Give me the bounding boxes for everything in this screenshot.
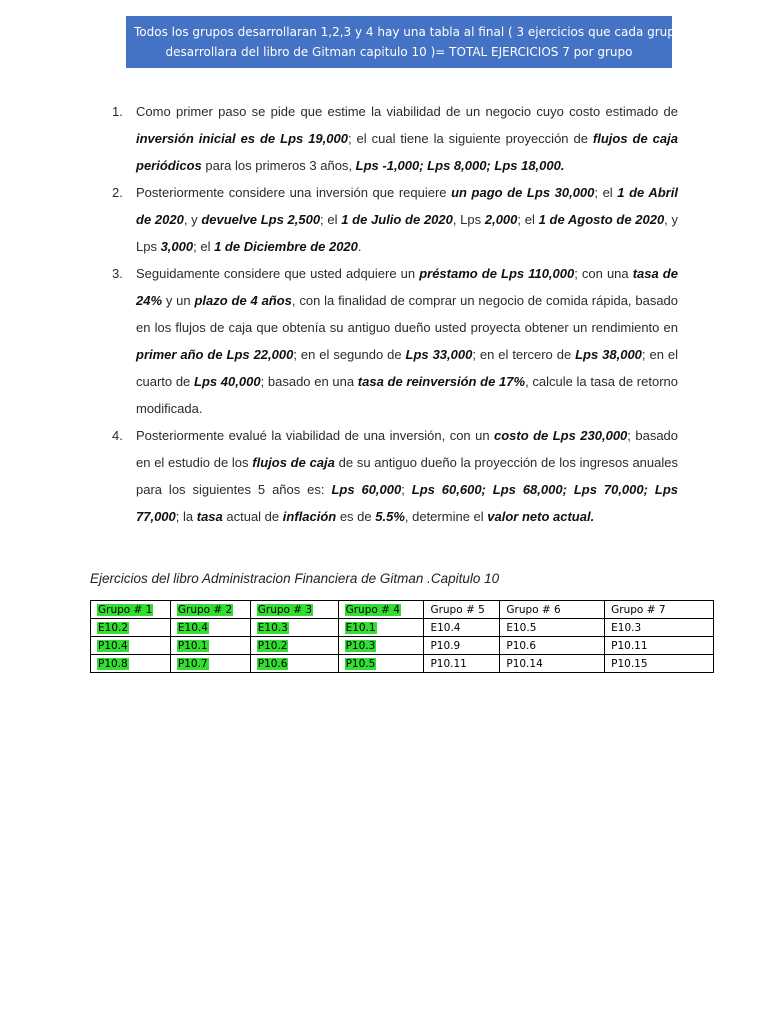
body-text: ; el <box>594 185 618 200</box>
body-text: ; el cual tiene la siguiente proyección de <box>347 131 593 146</box>
emphasis-text: Lps 38,000 <box>575 347 642 362</box>
body-text: Seguidamente considere que usted adquiere un <box>136 266 420 281</box>
table-cell <box>91 601 171 619</box>
cell-text: E10.1 <box>345 621 376 634</box>
emphasis-text: Lps 60,000 <box>331 482 402 497</box>
exercise-item <box>112 98 678 179</box>
exercise-number: 1. <box>112 104 123 119</box>
table-row <box>91 655 714 673</box>
cell-text: P10.2 <box>257 639 288 652</box>
cell-text: P10.3 <box>345 639 376 652</box>
table-header-row <box>91 601 714 619</box>
body-text: ; con una <box>574 266 633 281</box>
emphasis-text: primer año de Lps 22,000 <box>136 347 294 362</box>
emphasis-text: un pago de Lps 30,000 <box>451 185 595 200</box>
cell-text: P10.15 <box>611 657 648 670</box>
table-cell <box>91 655 171 673</box>
table-cell <box>605 637 714 655</box>
banner-line-2: desarrollara del libro de Gitman capitulo 10 )= TOTAL EJERCICIOS 7 por grupo <box>165 45 633 59</box>
emphasis-text: costo de Lps 230,000 <box>494 428 628 443</box>
cell-text: P10.1 <box>177 639 208 652</box>
table-cell <box>338 601 424 619</box>
emphasis-text: flujos de caja <box>252 455 335 470</box>
cell-text: E10.2 <box>98 621 129 634</box>
exercise-number: 2. <box>112 185 123 200</box>
table-cell <box>424 619 500 637</box>
table-cell <box>605 619 714 637</box>
cell-text: Grupo # 7 <box>611 603 666 616</box>
body-text: actual de <box>222 509 283 524</box>
emphasis-text: 1 de Diciembre de 2020 <box>214 239 358 254</box>
body-text: Como primer paso se pide que estime la viabilidad de un negocio cuyo costo estimado de <box>136 104 678 119</box>
table-cell <box>605 601 714 619</box>
table-cell <box>424 655 500 673</box>
emphasis-text: 1 de Julio de 2020 <box>341 212 453 227</box>
body-text: ; la <box>175 509 197 524</box>
table-cell <box>500 601 605 619</box>
exercise-list <box>112 98 678 530</box>
cell-text: Grupo # 4 <box>345 603 400 616</box>
cell-text: E10.4 <box>177 621 208 634</box>
emphasis-text: valor neto actual. <box>487 509 595 524</box>
table-cell <box>250 655 338 673</box>
table-row <box>91 637 714 655</box>
body-text: ; en el tercero de <box>472 347 576 362</box>
table-cell <box>170 619 250 637</box>
body-text: , y Lps <box>136 212 678 254</box>
body-text: de su antiguo dueño la proyección de los ingresos anuales para los siguientes 5 años es: <box>136 455 678 497</box>
body-text: ; basado en el estudio de los <box>136 428 679 470</box>
emphasis-text: Lps 33,000 <box>405 347 473 362</box>
header-banner <box>126 16 683 68</box>
table-row <box>91 619 714 637</box>
body-text: ; el <box>320 212 342 227</box>
cell-text: P10.4 <box>98 639 128 652</box>
emphasis-text: 5.5% <box>375 509 405 524</box>
table-cell <box>91 637 171 655</box>
cell-text: Grupo # 6 <box>506 603 561 616</box>
body-text: , determine el <box>404 509 488 524</box>
cell-text: P10.11 <box>611 639 648 652</box>
cell-text: E10.3 <box>611 621 642 634</box>
emphasis-text: inversión inicial es de Lps 19,000 <box>136 131 348 146</box>
body-text: ; en el cuarto de <box>136 347 678 389</box>
groups-table <box>90 600 714 673</box>
table-cell <box>500 655 605 673</box>
cell-text: P10.6 <box>257 657 288 670</box>
exercise-number: 3. <box>112 266 123 281</box>
emphasis-text: 3,000 <box>160 239 194 254</box>
body-text: , Lps <box>452 212 485 227</box>
body-text: , y <box>183 212 202 227</box>
table-cell <box>500 637 605 655</box>
emphasis-text: tasa de reinversión de 17% <box>357 374 526 389</box>
body-text: , calcule la tasa de retorno modificada. <box>136 374 678 416</box>
cell-text: P10.5 <box>345 657 376 670</box>
table-cell <box>424 637 500 655</box>
table-cell <box>170 601 250 619</box>
emphasis-text: Lps 40,000 <box>194 374 261 389</box>
exercise-number: 4. <box>112 428 123 443</box>
emphasis-text: Lps -1,000; Lps 8,000; Lps 18,000. <box>355 158 565 173</box>
cell-text: Grupo # 1 <box>98 603 153 616</box>
table-cell <box>250 637 338 655</box>
cell-text: E10.5 <box>506 621 537 634</box>
table-cell <box>500 619 605 637</box>
table-cell <box>170 637 250 655</box>
table-cell <box>605 655 714 673</box>
body-text: . <box>357 239 362 254</box>
body-text: ; el <box>517 212 539 227</box>
cell-text: E10.3 <box>257 621 288 634</box>
emphasis-text: inflación <box>282 509 337 524</box>
cell-text: P10.14 <box>506 657 543 670</box>
body-text: para los primeros 3 años, <box>201 158 356 173</box>
emphasis-text: 2,000 <box>484 212 518 227</box>
exercise-item <box>112 179 678 260</box>
emphasis-text: Lps 60,600; Lps 68,000; Lps 70,000; Lps 77,000 <box>136 482 678 524</box>
emphasis-text: plazo de 4 años <box>194 293 292 308</box>
exercise-item <box>112 422 678 530</box>
cell-text: P10.8 <box>98 657 128 670</box>
emphasis-text: tasa <box>196 509 223 524</box>
cell-text: Grupo # 2 <box>177 603 233 616</box>
exercise-item <box>112 260 678 422</box>
emphasis-text: 1 de Abril de 2020 <box>136 185 678 227</box>
banner-line-1: Todos los grupos desarrollaran 1,2,3 y 4 hay una tabla al final ( 3 ejercicios que cada grupo <box>134 25 683 39</box>
emphasis-text: flujos de caja periódicos <box>136 131 678 173</box>
emphasis-text: 1 de Agosto de 2020 <box>538 212 665 227</box>
section-title: Ejercicios del libro Administracion Financiera de Gitman .Capitulo 10 <box>90 571 500 586</box>
cell-text: Grupo # 3 <box>257 603 313 616</box>
body-text: y un <box>162 293 195 308</box>
table-cell <box>424 601 500 619</box>
table-cell <box>250 619 338 637</box>
body-text: , con la finalidad de comprar un negocio de comida rápida, basado en los flujos de caja que obtenía su antiguo dueño usted proyecta obtener un rendimiento en <box>136 293 679 335</box>
emphasis-text: devuelve Lps 2,500 <box>201 212 321 227</box>
cell-text: P10.11 <box>430 657 467 670</box>
groups-table-body <box>91 601 714 673</box>
cell-text: Grupo # 5 <box>430 603 485 616</box>
cell-text: P10.9 <box>430 639 461 652</box>
cell-text: P10.6 <box>506 639 537 652</box>
body-text: ; en el segundo de <box>293 347 406 362</box>
body-text: Posteriormente considere una inversión que requiere <box>136 185 452 200</box>
body-text: ; el <box>193 239 215 254</box>
table-cell <box>338 655 424 673</box>
emphasis-text: préstamo de Lps 110,000 <box>419 266 575 281</box>
table-cell <box>338 637 424 655</box>
table-cell <box>91 619 171 637</box>
body-text: es de <box>336 509 376 524</box>
cell-text: P10.7 <box>177 657 208 670</box>
body-text: ; <box>401 482 412 497</box>
body-text: Posteriormente evalué la viabilidad de una inversión, con un <box>136 428 494 443</box>
cell-text: E10.4 <box>430 621 461 634</box>
body-text: ; basado en una <box>260 374 358 389</box>
emphasis-text: tasa de 24% <box>136 266 678 308</box>
table-cell <box>170 655 250 673</box>
table-cell <box>250 601 338 619</box>
table-cell <box>338 619 424 637</box>
